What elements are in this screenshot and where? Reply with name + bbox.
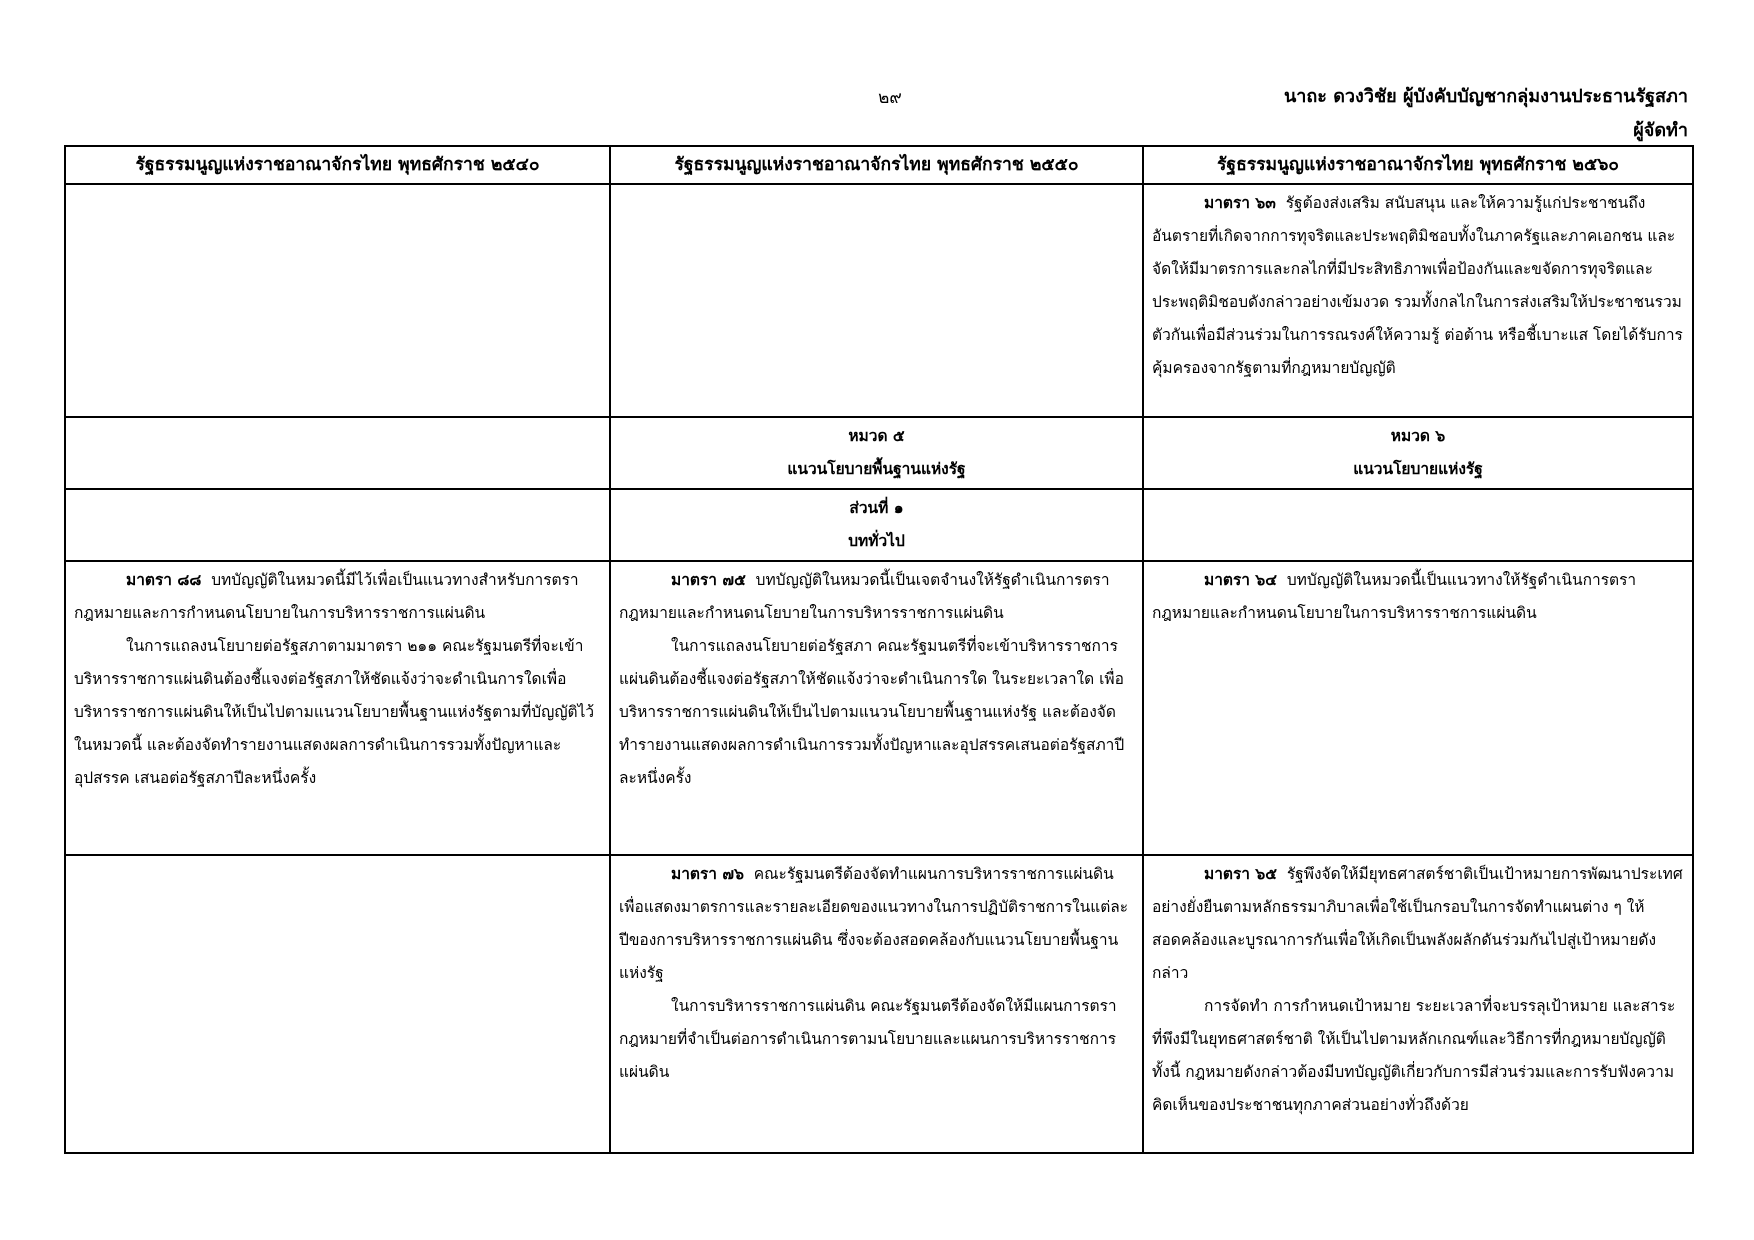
cell-empty — [1143, 489, 1693, 561]
chapter-number: หมวด ๖ — [1390, 427, 1446, 445]
author-role: ผู้จัดทำ — [1633, 120, 1688, 141]
article-text: บทบัญญัติในหมวดนี้มีไว้เพื่อเป็นแนวทางสำหรับการตรากฎหมายและการกำหนดนโยบายในการบริหารราชการแผ่นดิน — [74, 571, 579, 622]
article-paragraph — [74, 564, 601, 630]
article-text: คณะรัฐมนตรีต้องจัดทำแผนการบริหารราชการแผ่นดิน เพื่อแสดงมาตรการและรายละเอียดของแนวทางในการปฏิบัติราชการในแต่ละปีของการบริหารราชการแผ่นดิน ซึ่งจะต้องสอดคล้องกับแนวนโยบายพื้นฐานแห่งรัฐ — [619, 865, 1129, 982]
table-header-row — [65, 146, 1693, 184]
cell-empty — [65, 184, 610, 417]
article-text: รัฐพึงจัดให้มียุทธศาสตร์ชาติเป็นเป้าหมายการพัฒนาประเทศอย่างยั่งยืนตามหลักธรรมาภิบาลเพื่อใช้เป็นกรอบในการจัดทำแผนต่าง ๆ ให้สอดคล้องและบูรณาการกันเพื่อให้เกิดเป็นพลังผลักดันร่วมกันไปสู่เป้าหมายดังกล่าว — [1152, 865, 1683, 982]
chapter-number: หมวด ๕ — [848, 427, 905, 445]
cell-empty — [610, 184, 1143, 417]
article-paragraph — [619, 564, 1134, 630]
chapter-title: แนวนโยบายพื้นฐานแห่งรัฐ — [787, 460, 966, 478]
cell-article-65 — [1143, 855, 1693, 1153]
article-text: บทบัญญัติในหมวดนี้เป็นเจตจำนงให้รัฐดำเนินการตรากฎหมายและกำหนดนโยบายในการบริหารราชการแผ่นดิน — [619, 571, 1110, 622]
cell-article-64 — [1143, 561, 1693, 855]
article-label: มาตรา ๗๖ — [671, 865, 744, 883]
article-label: มาตรา ๖๔ — [1204, 571, 1277, 589]
cell-part-heading — [610, 489, 1143, 561]
article-paragraph: ในการแถลงนโยบายต่อรัฐสภาตามมาตรา ๒๑๑ คณะรัฐมนตรีที่จะเข้าบริหารราชการแผ่นดินต้องชี้แจงต่อรัฐสภาให้ชัดแจ้งว่าจะดำเนินการใดเพื่อบริหารราชการแผ่นดินให้เป็นไปตามแนวนโยบายพื้นฐานแห่งรัฐตามที่บัญญัติไว้ในหมวดนี้ และต้องจัดทำรายงานแสดงผลการดำเนินการรวมทั้งปัญหาและอุปสรรค เสนอต่อรัฐสภาปีละหนึ่งครั้ง — [74, 637, 595, 787]
chapter-title: แนวนโยบายแห่งรัฐ — [1353, 460, 1483, 478]
article-paragraph — [1152, 858, 1684, 990]
article-label: มาตรา ๗๕ — [671, 571, 746, 589]
comparison-table — [64, 145, 1694, 1154]
article-paragraph: ในการแถลงนโยบายต่อรัฐสภา คณะรัฐมนตรีที่จะเข้าบริหารราชการแผ่นดินต้องชี้แจงต่อรัฐสภาให้ชัดแจ้งว่าจะดำเนินการใด ในระยะเวลาใด เพื่อบริหารราชการแผ่นดินให้เป็นไปตามแนวนโยบายพื้นฐานแห่งรัฐ และต้องจัดทำรายงานแสดงผลการดำเนินการรวมทั้งปัญหาและอุปสรรคเสนอต่อรัฐสภาปีละหนึ่งครั้ง — [619, 637, 1125, 787]
table-row — [65, 417, 1693, 489]
cell-article-75 — [610, 561, 1143, 855]
table-row — [65, 489, 1693, 561]
article-paragraph — [1152, 187, 1684, 385]
cell-empty — [65, 855, 610, 1153]
cell-empty — [65, 489, 610, 561]
author-block — [1284, 80, 1688, 148]
part-title: บททั่วไป — [848, 532, 905, 550]
column-header-2560: รัฐธรรมนูญแห่งราชอาณาจักรไทย พุทธศักราช ๒๕๖๐ — [1143, 146, 1693, 184]
table-row — [65, 184, 1693, 417]
table-row — [65, 561, 1693, 855]
cell-chapter-heading — [1143, 417, 1693, 489]
article-paragraph — [619, 858, 1134, 990]
cell-article-88 — [65, 561, 610, 855]
cell-chapter-heading — [610, 417, 1143, 489]
article-paragraph — [1152, 564, 1684, 630]
page-number: ๒๙ — [878, 88, 902, 108]
article-label: มาตรา ๖๓ — [1204, 194, 1276, 212]
column-header-2540: รัฐธรรมนูญแห่งราชอาณาจักรไทย พุทธศักราช ๒๕๔๐ — [65, 146, 610, 184]
author-line: นาถะ ดวงวิชัย ผู้บังคับบัญชากลุ่มงานประธานรัฐสภา — [1284, 86, 1688, 107]
column-header-2550: รัฐธรรมนูญแห่งราชอาณาจักรไทย พุทธศักราช ๒๕๕๐ — [610, 146, 1143, 184]
article-label: มาตรา ๖๕ — [1204, 865, 1277, 883]
article-paragraph: การจัดทำ การกำหนดเป้าหมาย ระยะเวลาที่จะบรรลุเป้าหมาย และสาระที่พึงมีในยุทธศาสตร์ชาติ ให้เป็นไปตามหลักเกณฑ์และวิธีการที่กฎหมายบัญญัติ ทั้งนี้ กฎหมายดังกล่าวต้องมีบทบัญญัติเกี่ยวกับการมีส่วนร่วมและการรับฟังความคิดเห็นของประชาชนทุกภาคส่วนอย่างทั่วถึงด้วย — [1152, 997, 1676, 1114]
table-row — [65, 855, 1693, 1153]
cell-article-76 — [610, 855, 1143, 1153]
cell-empty — [65, 417, 610, 489]
part-number: ส่วนที่ ๑ — [849, 499, 904, 517]
cell-article-63 — [1143, 184, 1693, 417]
article-text: บทบัญญัติในหมวดนี้เป็นแนวทางให้รัฐดำเนินการตรากฎหมายและกำหนดนโยบายในการบริหารราชการแผ่นดิน — [1152, 571, 1637, 622]
article-paragraph: ในการบริหารราชการแผ่นดิน คณะรัฐมนตรีต้องจัดให้มีแผนการตรากฎหมายที่จำเป็นต่อการดำเนินการตามนโยบายและแผนการบริหารราชการแผ่นดิน — [619, 997, 1117, 1081]
article-label: มาตรา ๘๘ — [126, 571, 202, 589]
article-text: รัฐต้องส่งเสริม สนับสนุน และให้ความรู้แก่ประชาชนถึงอันตรายที่เกิดจากการทุจริตและประพฤติมิชอบทั้งในภาครัฐและภาคเอกชน และจัดให้มีมาตรการและกลไกที่มีประสิทธิภาพเพื่อป้องกันและขจัดการทุจริตและประพฤติมิชอบดังกล่าวอย่างเข้มงวด รวมทั้งกลไกในการส่งเสริมให้ประชาชนรวมตัวกันเพื่อมีส่วนร่วมในการรณรงค์ให้ความรู้ ต่อต้าน หรือชี้เบาะแส โดยได้รับการคุ้มครองจากรัฐตามที่กฎหมายบัญญัติ — [1152, 194, 1683, 377]
